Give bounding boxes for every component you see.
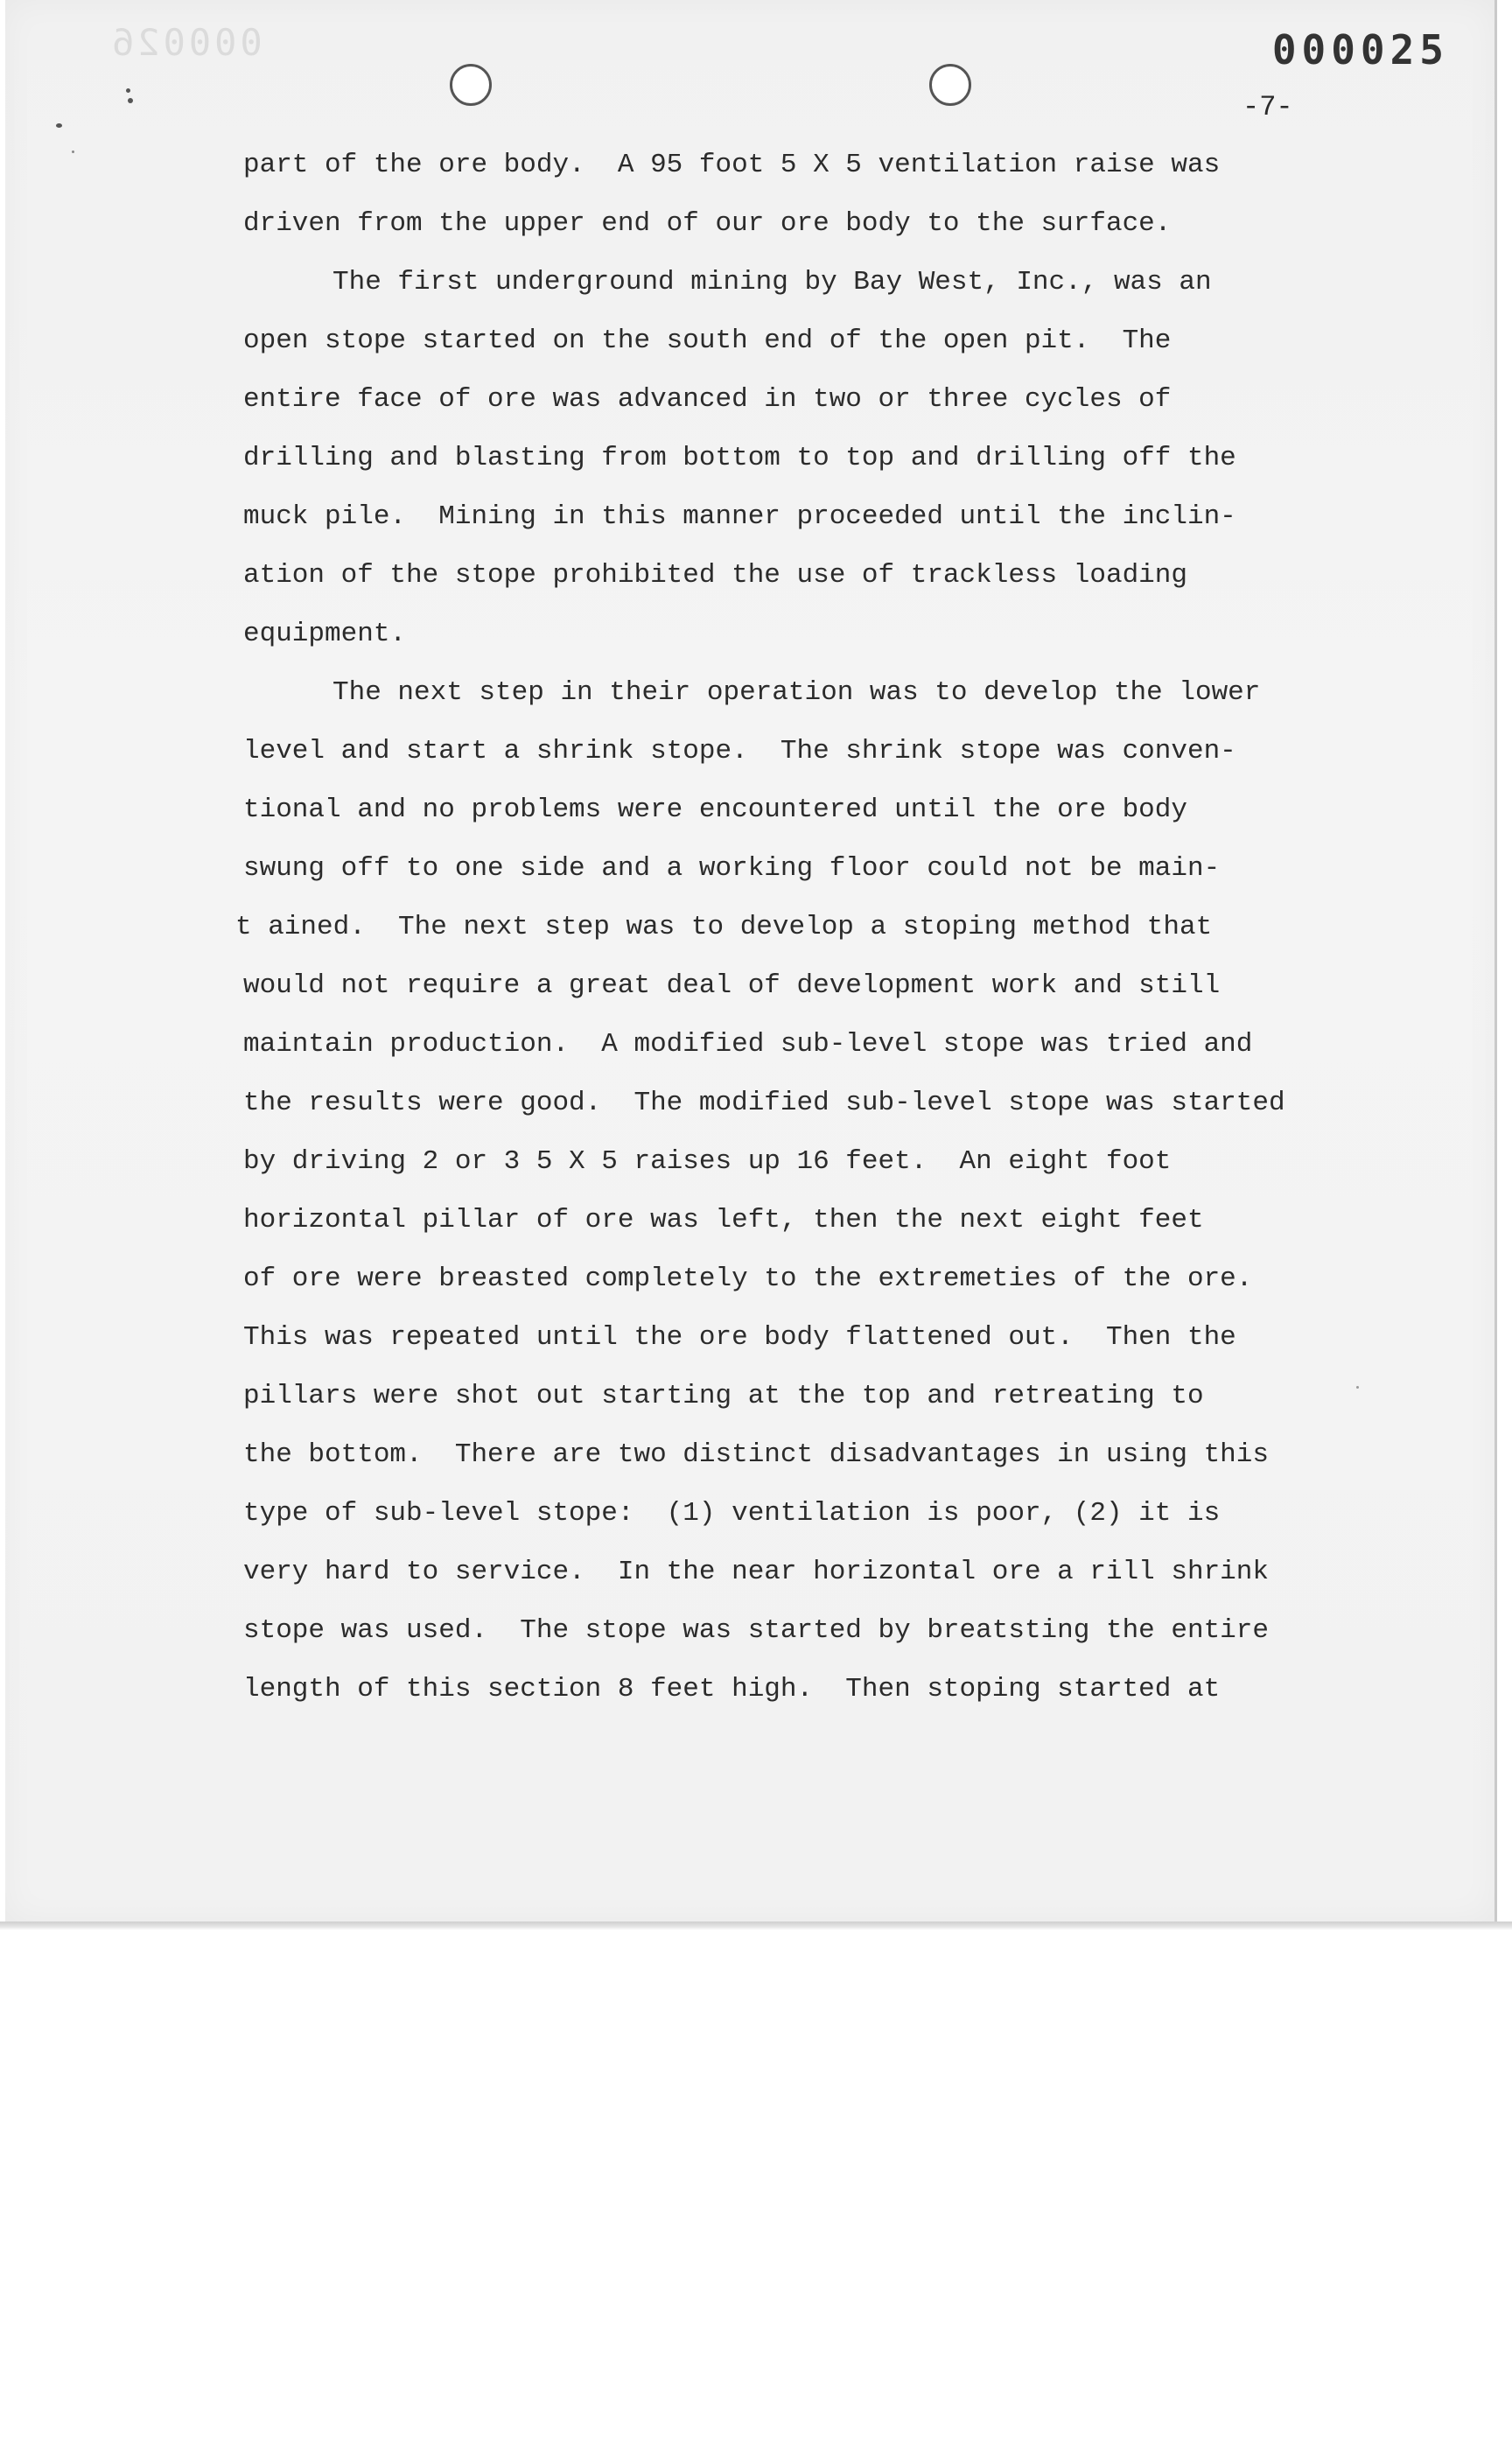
text-line: The next step in their operation was to develop the lower <box>332 677 1261 708</box>
scanned-page <box>5 0 1497 1925</box>
text-line: t ained. The next step was to develop a stoping method that <box>235 912 1213 942</box>
text-line: type of sub-level stope: (1) ventilation is poor, (2) it is <box>243 1498 1221 1529</box>
text-line: of ore were breasted completely to the extremeties of the ore. <box>243 1264 1253 1294</box>
punch-hole-right <box>929 64 971 106</box>
text-line: open stope started on the south end of the open pit. The <box>243 326 1172 356</box>
text-line: ation of the stope prohibited the use of trackless loading <box>243 560 1187 591</box>
text-line: would not require a great deal of development work and still <box>243 970 1221 1001</box>
punch-hole-left <box>450 64 492 106</box>
text-line: This was repeated until the ore body flattened out. Then the <box>243 1322 1236 1353</box>
page-bottom-edge <box>0 1922 1512 1930</box>
text-line: swung off to one side and a working floor could not be main- <box>243 853 1221 884</box>
scan-speck <box>126 88 130 93</box>
bleed-through-number: 000026 <box>108 21 262 64</box>
scan-speck <box>128 98 133 103</box>
text-line: horizontal pillar of ore was left, then the next eight feet <box>243 1205 1204 1236</box>
text-line: maintain production. A modified sub-level stope was tried and <box>243 1029 1253 1060</box>
text-line: the bottom. There are two distinct disadvantages in using this <box>243 1439 1269 1470</box>
text-line: part of the ore body. A 95 foot 5 X 5 ventilation raise was <box>243 150 1221 180</box>
page-number: -7- <box>1242 91 1293 123</box>
text-line: level and start a shrink stope. The shrink stope was conven- <box>243 736 1236 766</box>
text-line: by driving 2 or 3 5 X 5 raises up 16 feet. An eight foot <box>243 1146 1172 1177</box>
text-line: stope was used. The stope was started by breatsting the entire <box>243 1615 1269 1646</box>
text-line: drilling and blasting from bottom to top and drilling off the <box>243 443 1236 473</box>
text-line: very hard to service. In the near horizontal ore a rill shrink <box>243 1557 1269 1587</box>
text-line: driven from the upper end of our ore body to the surface. <box>243 208 1172 239</box>
document-number: 000025 <box>1271 26 1449 74</box>
scan-speck <box>72 150 74 153</box>
text-line: pillars were shot out starting at the top and retreating to <box>243 1381 1204 1411</box>
text-line: entire face of ore was advanced in two or three cycles of <box>243 384 1172 415</box>
text-line: The first underground mining by Bay West, Inc., was an <box>332 267 1212 298</box>
text-line: tional and no problems were encountered until the ore body <box>243 794 1187 825</box>
text-line: muck pile. Mining in this manner proceeded until the inclin- <box>243 501 1236 532</box>
text-line: equipment. <box>243 619 407 649</box>
text-line: length of this section 8 feet high. Then stoping started at <box>243 1674 1221 1704</box>
body-text <box>235 147 1381 1730</box>
scan-speck <box>56 123 62 128</box>
text-line: the results were good. The modified sub-level stope was started <box>243 1088 1285 1118</box>
